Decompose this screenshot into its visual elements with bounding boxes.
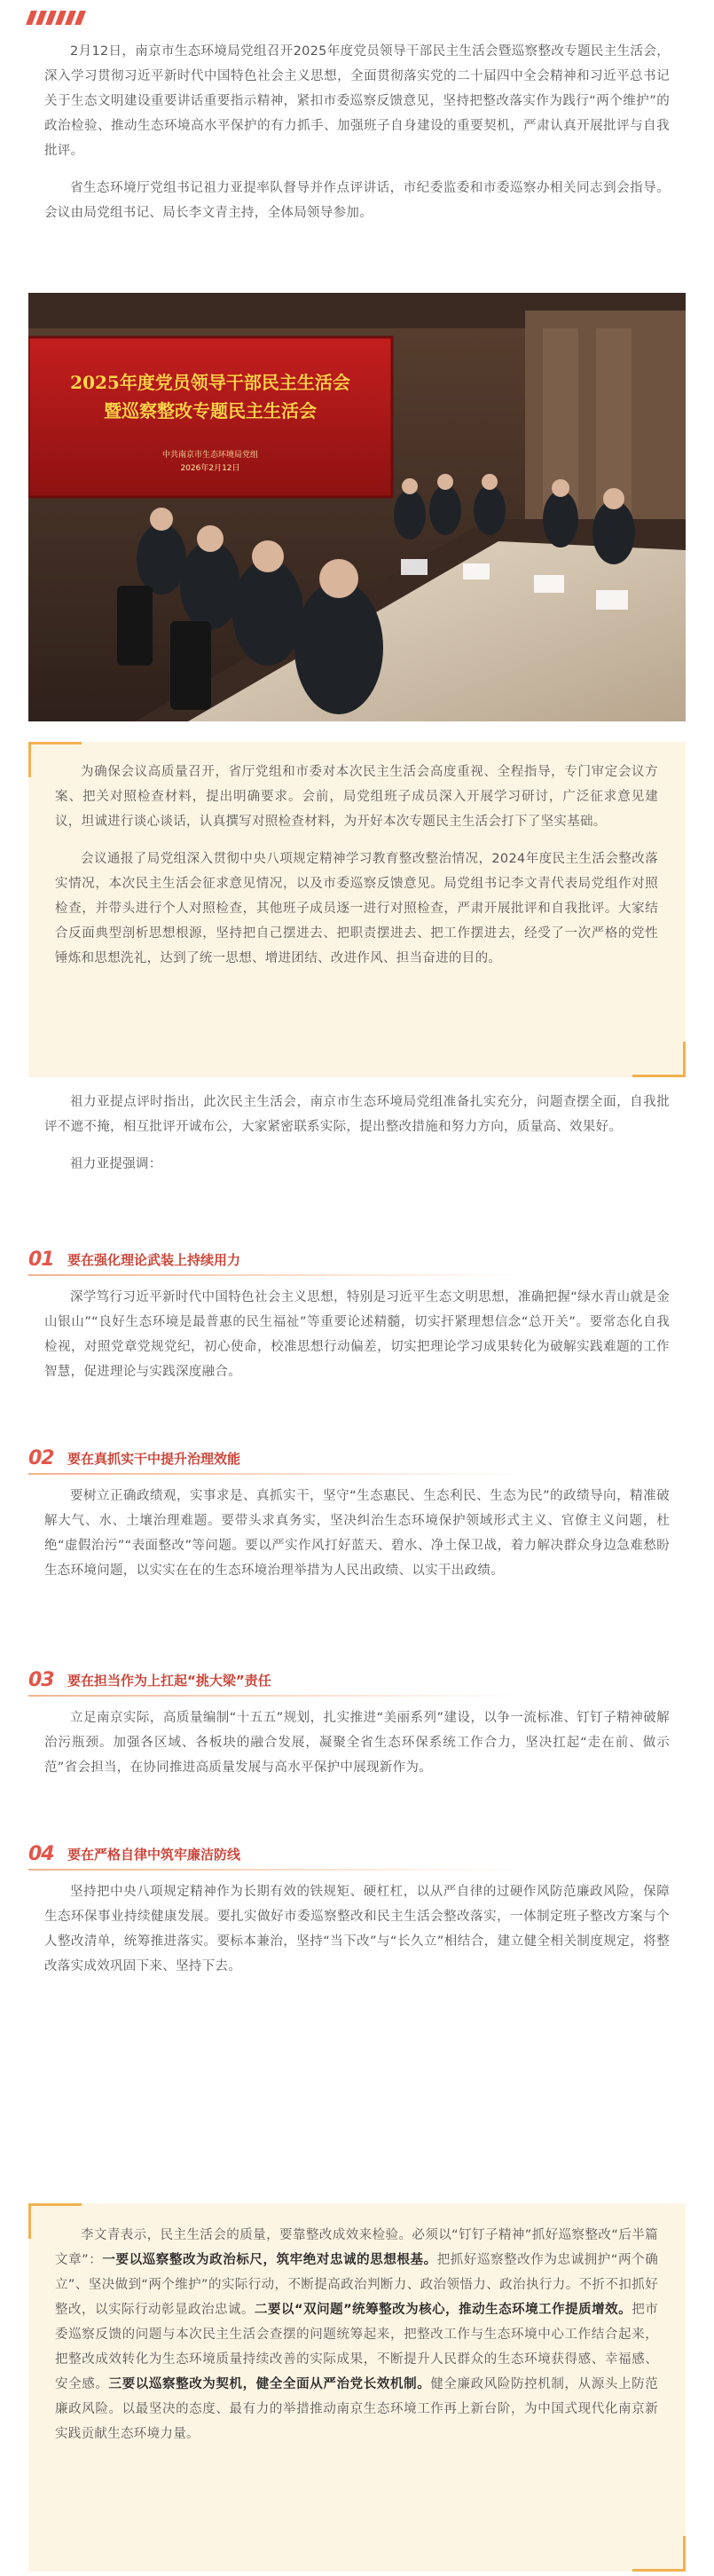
meeting-preparation-box <box>28 742 686 1077</box>
requirement-number: 01 <box>28 1248 54 1271</box>
commentary-paragraph: 祖力亚提点评时指出，此次民主生活会，南京市生态环境局党组准备扎实充分，问题查摆全面，自我批评不遮不掩，相互批评开诚布公，大家紧密联系实际，提出整改措施和努力方向，质量高、效果好。 <box>44 1095 670 1134</box>
box-corner-decoration <box>28 2203 82 2206</box>
commentary-section <box>44 1090 670 1177</box>
requirement-body: 立足南京实际，高质量编制“十五五”规划，扎实推进“美丽系列”建设，以争一流标准、钉钉子精神破解治污瓶颈。加强各区域、各板块的融合发展，凝聚全省生态环保系统工作合力，坚决扛起“走在前、做示范”省会担当，在协同推进高质量发展与高水平保护中展现新作为。 <box>44 1711 670 1775</box>
banner-title-1: 2025年度党员领导干部民主生活会 <box>70 372 350 393</box>
closing-text: 健全廉政风险防控机制，从源头上防范廉政风险。以最坚决的态度、最有力的举措推动南京生态环境工作再上新台阶，为中国式现代化南京新实践贡献生态环境力量。 <box>55 2377 658 2441</box>
requirement-number: 04 <box>28 1842 54 1865</box>
box1-paragraph-1: 为确保会议高质量召开，省厅党组和市委对本次民主生活会高度重视、全程指导，专门审定会议方案、把关对照检查材料，提出明确要求。会前，局党组班子成员深入开展学习研讨，广泛征求意见建议，坦诚进行谈心谈话，认真撰写对照检查材料，为开好本次专题民主生活会打下了坚实基础。 <box>55 765 658 829</box>
requirement-body: 深学笃行习近平新时代中国特色社会主义思想，特别是习近平生态文明思想，准确把握“绿水青山就是金山银山”“良好生态环境是最普惠的民生福祉”等重要论述精髓，切实扞紧理想信念“总开关”。要常态化自我检视，对照党章党规党纪，初心使命，校准思想行动偏差，切实把理论学习成果转化为破解实践难题的工作智慧，促进理论与实践深度融合。 <box>44 1290 670 1379</box>
requirement-body: 坚持把中央八项规定精神作为长期有效的铁规矩、硬杠杠，以从严自律的过硬作风防范廉政风险，保障生态环保事业持续健康发展。要扎实做好市委巡察整改和民主生活会整改落实，一体制定班子整改方案与个人整改清单，统筹推进落实。要标本兼治，坚持“当下改”与“长久立”相结合，建立健全相关制度规定，将整改落实成效巩固下来、坚持下去。 <box>44 1885 670 1973</box>
closing-emphasis: 三要以巡察整改为契机，健全全面从严治党长效机制。 <box>108 2377 431 2391</box>
emphasis-intro: 祖力亚提强调： <box>70 1157 162 1171</box>
closing-paragraph <box>55 2223 658 2446</box>
intro-paragraph-2: 省生态环境厅党组书记祖力亚提率队督导并作点评讲话，市纪委监委和市委巡察办相关同志到会指导。会议由局党组书记、局长李文青主持，全体局领导参加。 <box>44 181 670 220</box>
closing-emphasis: 一要以巡察整改为政治标尺，筑牢绝对忠诚的思想根基。 <box>102 2253 437 2267</box>
intro-paragraph-1: 2月12日，南京市生态环境局党组召开2025年度党员领导干部民主生活会暨巡察整改专题民主生活会，深入学习贯彻习近平新时代中国特色社会主义思想，全面贯彻落实党的二十届四中全会精神和习近平总书记关于生态文明建设重要讲话重要指示精神，紧扣市委巡察反馈意见，坚持把整改落实作为践行“两个维护”的政治检验、推动生态环境高水平保护的有力抓手、加强班子自身建设的重要契机，严肃认真开展批评与自我批评。 <box>44 44 670 158</box>
closing-text: 把抓好巡察整改作为忠诚拥护“两个确立”、坚决做到“两个维护”的实际行动，不断提高政治判断力、政治领悟力、政治执行力。不折不扣抓好整改，以实际行动彰显政治忠诚。 <box>55 2253 658 2317</box>
requirement-number: 03 <box>28 1668 54 1691</box>
requirement-item <box>28 1446 686 1583</box>
box-corner-decoration <box>632 1075 686 1077</box>
box-corner-decoration <box>28 742 82 744</box>
requirement-number: 02 <box>28 1446 54 1469</box>
requirement-divider <box>28 1473 525 1475</box>
banner-org: 中共南京市生态环境局党组 <box>161 451 259 460</box>
intro-section <box>44 39 670 225</box>
requirement-body: 要树立正确政绩观，实事求是、真抓实干，坚守“生态惠民、生态利民、生态为民”的政绩导向，精准破解大气、水、土壤治理难题。要带头求真务实，坚决纠治生态环境保护领域形式主义、官僚主义问题，杜绝“虚假治污”“表面整改”等问题。要以严实作风打好蓝天、碧水、净土保卫战，着力解决群众身边急难愁盼生态环境问题，以实实在在的生态环境治理举措为人民出政绩、以实干出政绩。 <box>44 1489 670 1578</box>
box-corner-decoration <box>683 2536 686 2572</box>
requirement-title: 要在强化理论武装上持续用力 <box>67 1251 241 1268</box>
box-corner-decoration <box>632 2569 686 2572</box>
box-corner-decoration <box>28 742 31 777</box>
requirement-divider <box>28 1274 525 1276</box>
top-decoration <box>28 11 83 25</box>
banner-title-2: 暨巡察整改专题民主生活会 <box>104 400 317 421</box>
meeting-photo <box>28 293 686 721</box>
requirement-divider <box>28 1695 525 1697</box>
requirement-title: 要在真抓实干中提升治理效能 <box>67 1450 241 1467</box>
box1-paragraph-2: 会议通报了局党组深入贯彻中央八项规定精神学习教育整改整治情况，2024年度民主生活会整改落实情况，本次民主生活会征求意见情况，以及市委巡察反馈意见。局党组书记李文青代表局党组作对照检查，并带头进行个人对照检查，其他班子成员逐一进行对照检查，严肃开展批评和自我批评。大家结合反面典型剖析思想根源，坚持把自己摆进去、把职责摆进去、把工作摆进去，经受了一次严格的党性锤炼和思想洗礼，达到了统一思想、增进团结、改进作风、担当奋进的目的。 <box>55 852 658 965</box>
box-corner-decoration <box>28 2203 31 2239</box>
closing-remarks-box <box>28 2203 686 2572</box>
requirement-title: 要在担当作为上扛起“挑大梁”责任 <box>67 1672 271 1689</box>
requirement-item <box>28 1842 686 1979</box>
closing-text: 李文青表示，民主生活会的质量，要靠整改成效来检验。必须以“钉钉子精神”抓好巡察整改“后半篇文章”： <box>55 2228 658 2267</box>
requirement-divider <box>28 1869 525 1871</box>
requirement-item <box>28 1248 686 1384</box>
banner-date: 2026年2月12日 <box>180 464 240 473</box>
closing-emphasis: 二要以“双问题”统筹整改为核心，推动生态环境工作提质增效。 <box>255 2303 632 2317</box>
requirement-title: 要在严格自律中筑牢廉洁防线 <box>67 1846 241 1863</box>
closing-text: 把市委巡察反馈的问题与本次民主生活会查摆的问题统筹起来，把整改工作与生态环境中心工作结合起来，把整改成效转化为生态环境质量持续改善的实际成果，不断提升人民群众的生态环境获得感、幸福感、安全感。 <box>55 2303 658 2391</box>
box-corner-decoration <box>683 1042 686 1077</box>
requirement-item <box>28 1668 686 1780</box>
